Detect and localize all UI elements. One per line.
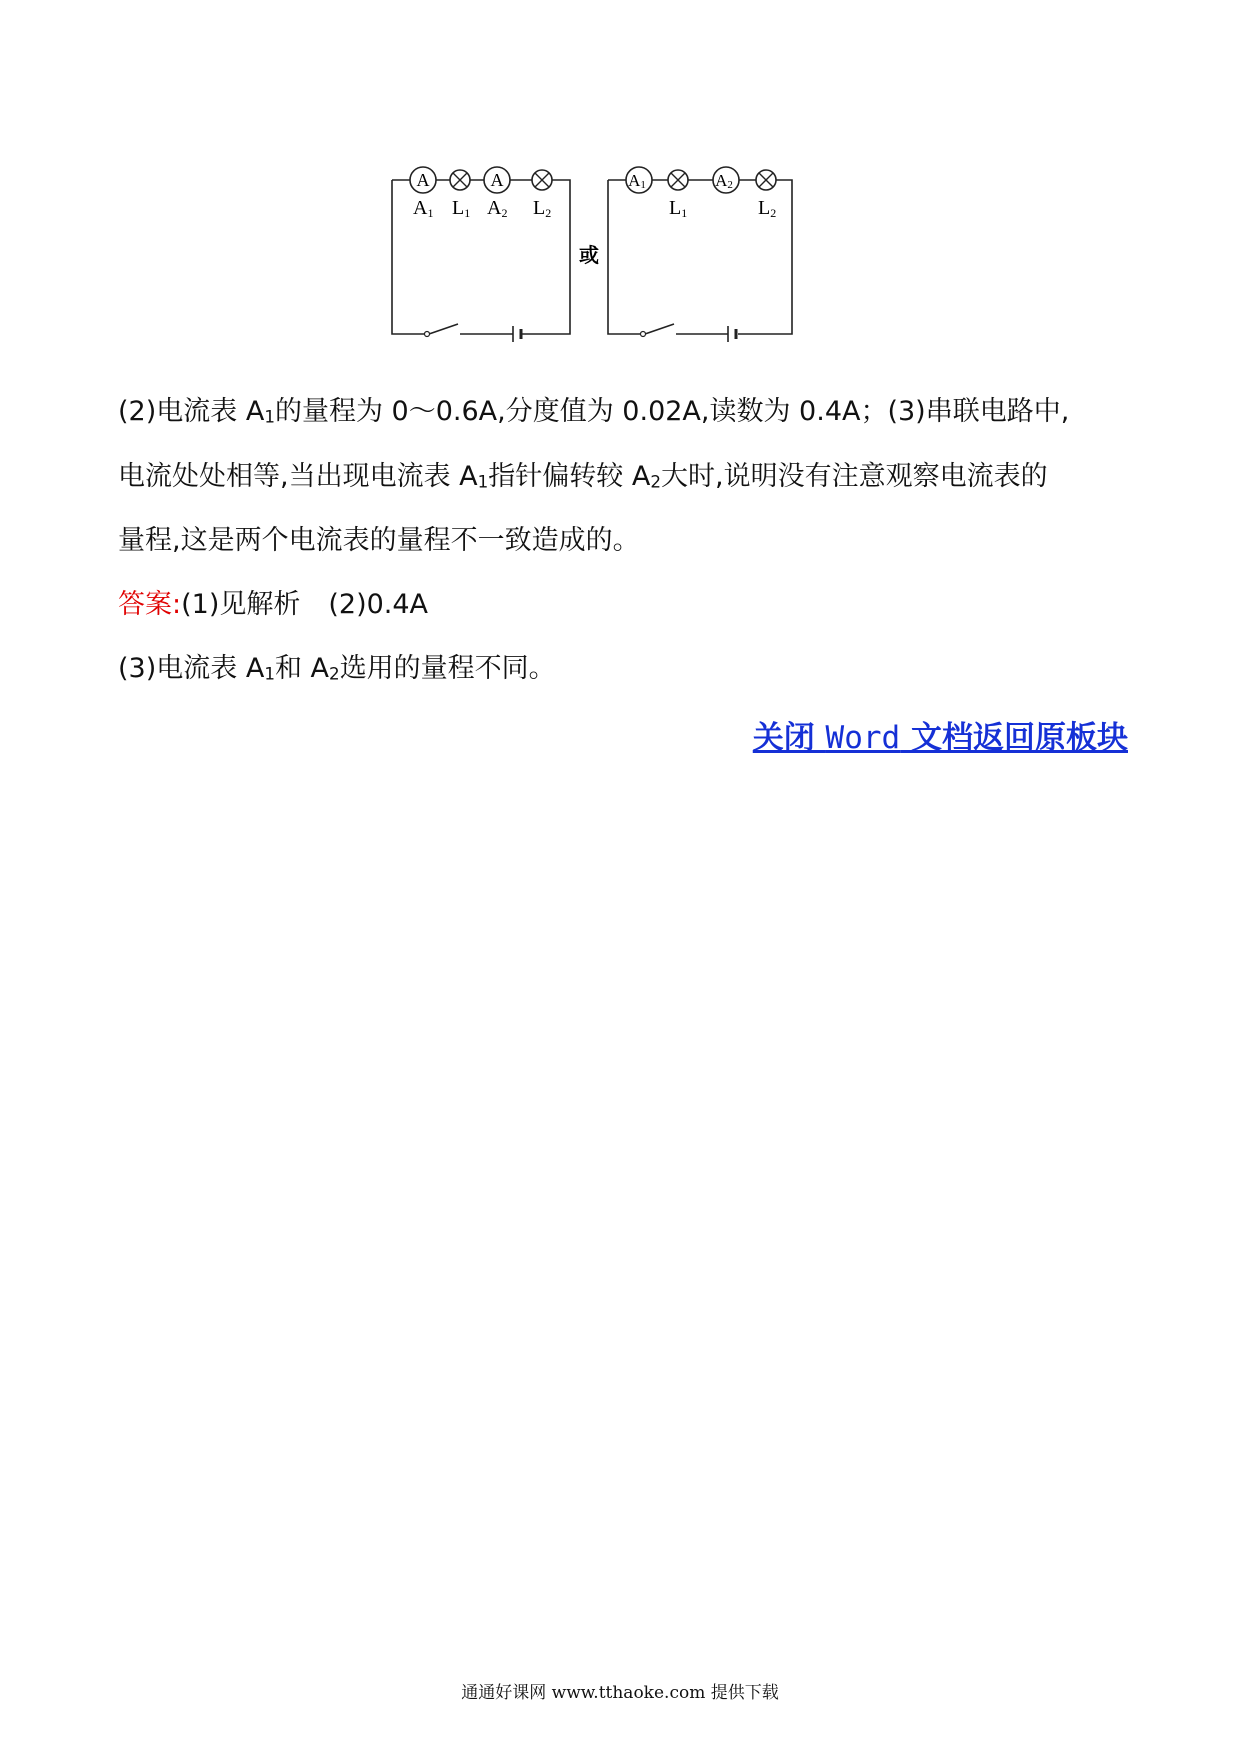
answer-label: 答案: xyxy=(118,589,182,620)
answer-part-3: (3)电流表 $A_1$和 $A_2$选用的量程不同。 xyxy=(118,653,556,684)
lamp-l1-left-icon xyxy=(450,170,470,190)
circuit-svg xyxy=(380,158,860,350)
right-wire-bottom xyxy=(608,180,642,334)
ammeter-a2-right xyxy=(713,167,739,193)
left-switch-path xyxy=(429,324,513,334)
svg-text:A2: A2 xyxy=(715,171,733,191)
right-switch-path xyxy=(645,324,728,334)
explanation-paragraph xyxy=(118,382,1128,571)
label-l2-left: L2 xyxy=(533,197,552,220)
label-a2-left: A2 xyxy=(487,197,508,220)
close-word-return-link[interactable]: 关闭 Word 文档返回原板块 xyxy=(752,720,1128,756)
footer-credit: 通通好课网 www.tthaoke.com 提供下载 xyxy=(461,1683,779,1703)
ammeter-a2-left xyxy=(484,167,510,193)
ammeter-a1-right xyxy=(626,167,652,193)
right-switch-pivot xyxy=(641,332,646,337)
label-a1-left: A1 xyxy=(413,197,434,220)
answer-part-1: (1)见解析 xyxy=(181,589,301,620)
answer-line xyxy=(118,582,428,621)
circuit-diagram xyxy=(380,158,860,350)
ammeter-a1-left xyxy=(410,167,436,193)
explanation-line-2: 电流处处相等,当出现电流表 $A_1$指针偏转较 $A_2$大时,说明没有注意观察电流表的 xyxy=(118,460,1048,492)
answer-part-2: (2)0.4A xyxy=(328,589,429,620)
explanation-line-1: (2)电流表 $A_1$的量程为 0～0.6A,分度值为 0.02A,读数为 0.4A；(3)串联电路中, xyxy=(118,396,1070,427)
explanation-line-3: 量程,这是两个电流表的量程不一致造成的。 xyxy=(118,525,640,556)
left-switch-pivot xyxy=(425,332,430,337)
label-l2-right: L2 xyxy=(758,197,777,220)
label-l1-right: L1 xyxy=(669,197,688,220)
lamp-l2-left-icon xyxy=(532,170,552,190)
connector-or: 或 xyxy=(579,245,599,267)
svg-text:A: A xyxy=(416,170,430,190)
lamp-l1-right-icon xyxy=(668,170,688,190)
svg-text:A1: A1 xyxy=(628,171,646,191)
svg-text:A: A xyxy=(490,170,504,190)
label-l1-left: L1 xyxy=(452,197,471,220)
lamp-l2-right-icon xyxy=(756,170,776,190)
